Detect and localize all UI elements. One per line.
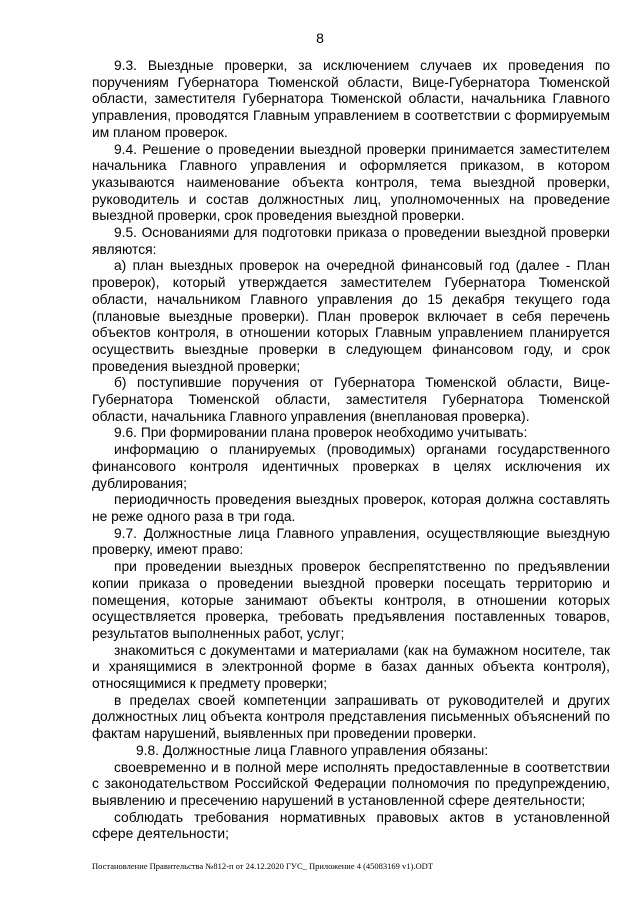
paragraph-9-7-item-3: в пределах своей компетенции запрашивать от руководителей и других должностных лиц объекта контроля представления письменных объяснений по фактам нарушений, выявленных при проведении проверки. [92,692,610,742]
paragraph-9-4: 9.4. Решение о проведении выездной проверки принимается заместителем начальника Главного управления и оформляется приказом, в котором указываются наименование объекта контроля, тема выездной проверки, руководитель и состав должностных лиц, уполномоченных на проведение выездной проверки, срок проведения выездной проверки. [92,141,610,224]
document-footer: Постановление Правительства №812-п от 24.12.2020 ГУС_ Приложение 4 (45083169 v1).ODT [92,861,433,871]
paragraph-9-5: 9.5. Основаниями для подготовки приказа о проведении выездной проверки являются: [92,225,610,257]
paragraph-9-8: 9.8. Должностные лица Главного управления обязаны: [136,742,489,758]
paragraph-9-7-item-2: знакомиться с документами и материалами (как на бумажном носителе, так и хранящимися в электронной форме в базах данных объекта контроля), относящимися к предмету проверки; [92,642,610,692]
paragraph-9-5-a: а) план выездных проверок на очередной финансовый год (далее - План проверок), который утверждается заместителем Губернатора Тюменской области, начальником Главного управления до 15 декабря текущего года (плановые выездные проверки). План проверок включает в себя перечень объектов контроля, в отношении которых Главным управлением планируется осуществить выездные проверки в следующем финансовом году, и срок проведения выездной проверки; [92,258,610,374]
page-number: 8 [316,30,324,46]
paragraph-9-7-item-1: при проведении выездных проверок беспрепятственно по предъявлении копии приказа о проведении выездной проверки посещать территорию и помещения, которые занимают объекты контроля, в отношении которых осуществляется проверка, требовать предъявления поставленных товаров, результатов выполненных работ, услуг; [92,559,610,641]
paragraph-9-6: 9.6. При формировании плана проверок необходимо учитывать: [114,425,528,441]
paragraph-9-7: 9.7. Должностные лица Главного управления, осуществляющие выездную проверку, имеют право: [92,525,610,558]
paragraph-9-5-b: б) поступившие поручения от Губернатора Тюменской области, Вице-Губернатора Тюменской области, заместителя Губернатора Тюменской области, начальника Главного управления (внеплановая проверка). [92,375,610,424]
document-body [92,58,610,843]
paragraph-9-8-item-2: соблюдать требования нормативных правовых актов в установленной сфере деятельности; [92,809,610,842]
paragraph-9-8-item-1: своевременно и в полной мере исполнять предоставленные в соответствии с законодательством Российской Федерации полномочия по предупреждению, выявлению и пресечению нарушений в установленной сфере деятельности; [92,759,610,808]
paragraph-9-6-item-1: информацию о планируемых (проводимых) органами государственного финансового контроля идентичных проверках в целях исключения их дублирования; [92,442,610,491]
paragraph-9-6-item-2: периодичность проведения выездных проверок, которая должна составлять не реже одного раза в три года. [92,492,610,524]
paragraph-9-3: 9.3. Выездные проверки, за исключением случаев их проведения по поручениям Губернатора Тюменской области, Вице-Губернатора Тюменской области, заместителя Губернатора Тюменской области, начальника Главного управления, проводятся Главным управлением в соответствии с формируемым им планом проверок. [92,58,610,140]
